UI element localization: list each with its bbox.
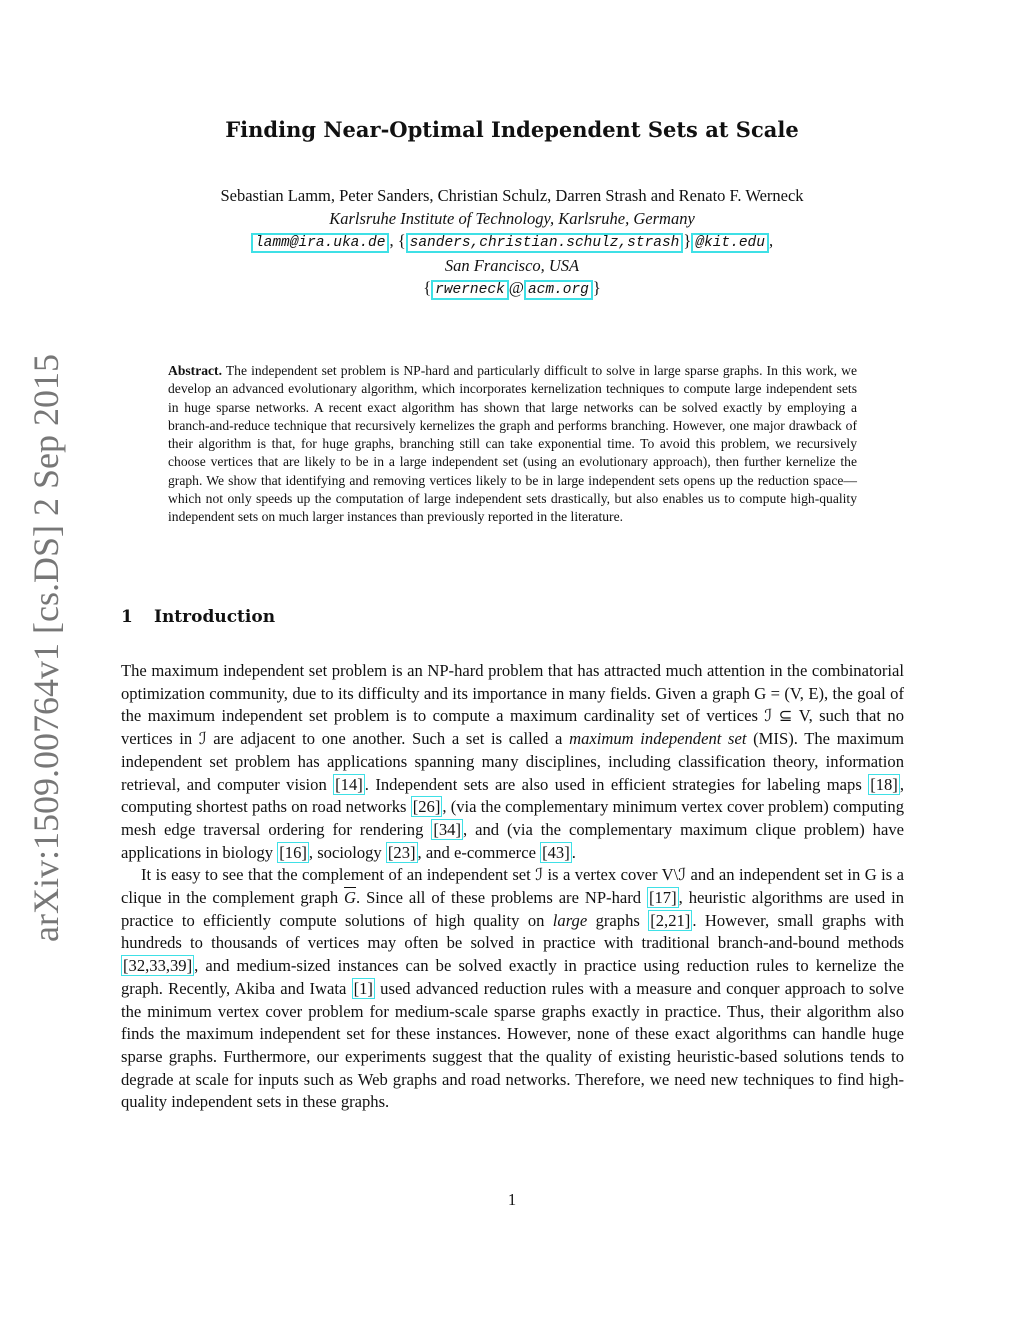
citation-link[interactable]: [43] [542,842,570,862]
affiliation-karlsruhe: Karlsruhe Institute of Technology, Karlsruhe, Germany [329,208,695,228]
email-line-1: lamm@ira.uka.de , { sanders,christian.schulz,strash } @kit.edu , [0,230,1024,255]
author-block [0,185,1024,302]
citation-link[interactable]: [1] [353,978,373,998]
abstract-label: Abstract. [168,363,222,378]
citation-link[interactable]: [17] [648,888,677,908]
section-heading [121,607,275,627]
citation-link[interactable]: [23] [387,842,416,862]
paragraph-1: The maximum independent set problem is an NP-hard problem that has attracted much attention in the combinatorial optimization community, due to its difficulty and its importance in many fields. Given a graph G = (V, E), the goal of the maximum independent set problem is to compute a maximum cardinality set of vertices ℐ ⊆ V, such that no vertices in ℐ are adjacent to one another. Such a set is called a maximum independent set (MIS). The maximum independent set problem has applications spanning many disciplines, including classification theory, information retrieval, and computer vision [14] . Independent sets are also used in efficient strategies for labeling maps [18] , computing shortest paths on road networks [26] , (via the complementary minimum vertex cover problem) computing mesh edge traversal ordering for rendering [34] , and (via the complementary maximum clique problem) have applications in biology [16] , sociology [23] , and e-commerce [43] . [121,661,904,862]
email-link-kit-domain[interactable]: @kit.edu [691,233,769,253]
citation-link[interactable]: [18] [870,774,898,794]
citation-link[interactable]: [32,33,39] [123,956,193,976]
section-title: Introduction [154,607,276,627]
abstract-text: The independent set problem is NP-hard and particularly difficult to solve in large sparse graphs. In this work, we develop an advanced evolutionary algorithm, which incorporates kernelization techniques to compute large independent sets in huge sparse networks. A recent exact algorithm has shown that large networks can be solved exactly by employing a branch-and-reduce technique that recursively kernelizes the graph and performs branching. However, one major drawback of their algorithm is that, for huge graphs, branching still can take exponential time. To avoid this problem, we recursively choose vertices that are likely to be in a large independent set (using an evolutionary approach), then further kernelize the graph. We show that identifying and removing vertices likely to be in large independent sets opens up the reduction space—which not only speeds up the computation of large independent sets drastically, but also enables us to compute high-quality independent sets on much larger instances than previously reported in the literature. [168,363,857,525]
author-list: Sebastian Lamm, Peter Sanders, Christian Schulz, Darren Strash and Renato F. Werneck [220,186,804,205]
citation-link[interactable]: [14] [335,774,363,794]
arxiv-stamp-text: arXiv:1509.00764v1 [cs.DS] 2 Sep 2015 [26,353,66,942]
citation-link[interactable]: [2,21] [650,910,691,930]
arxiv-stamp [18,353,74,942]
citation-link[interactable]: [34] [433,819,461,839]
paper-title: Finding Near-Optimal Independent Sets at Scale [225,117,799,142]
email-line-2: { rwerneck @ acm.org } [423,278,601,298]
abstract [168,362,857,527]
email-link-lamm[interactable]: lamm@ira.uka.de [251,233,390,253]
citation-link[interactable]: [26] [412,797,441,817]
email-link-rwerneck-domain[interactable]: acm.org [524,280,593,300]
section-number: 1 [121,607,133,627]
citation-link[interactable]: [16] [279,842,307,862]
email-link-kit-group[interactable]: sanders,christian.schulz,strash [406,233,684,253]
paragraph-2: It is easy to see that the complement of an independent set ℐ is a vertex cover V\ℐ and an independent set in G is a clique in the complement graph $\overline{G}$. Since all of these problems are NP-hard [17] , heuristic algorithms are used in practice to efficiently compute solutions of high quality on large graphs [2,21] . However, small graphs with hundreds to thousands of vertices may often be solved in practice with traditional branch-and-bound methods [32,33,39] , and medium-sized instances can be solved exactly in practice using reduction rules to kernelize the graph. Recently, Akiba and Iwata [1] used advanced reduction rules with a measure and conquer approach to solve the minimum vertex cover problem for medium-scale sparse graphs exactly in practice. Thus, their algorithm also finds the maximum independent set for these instances. However, none of these exact algorithms can handle huge sparse graphs. Furthermore, our experiments suggest that the quality of existing heuristic-based solutions tends to degrade at scale for inputs such as Web graphs and road networks. Therefore, we need new techniques to find high-quality independent sets in these graphs. [121,865,905,1112]
page-number: 1 [507,1190,517,1209]
affiliation-sanfrancisco: San Francisco, USA [444,255,580,275]
body-text [121,660,904,1114]
email-link-rwerneck-user[interactable]: rwerneck [431,280,509,300]
